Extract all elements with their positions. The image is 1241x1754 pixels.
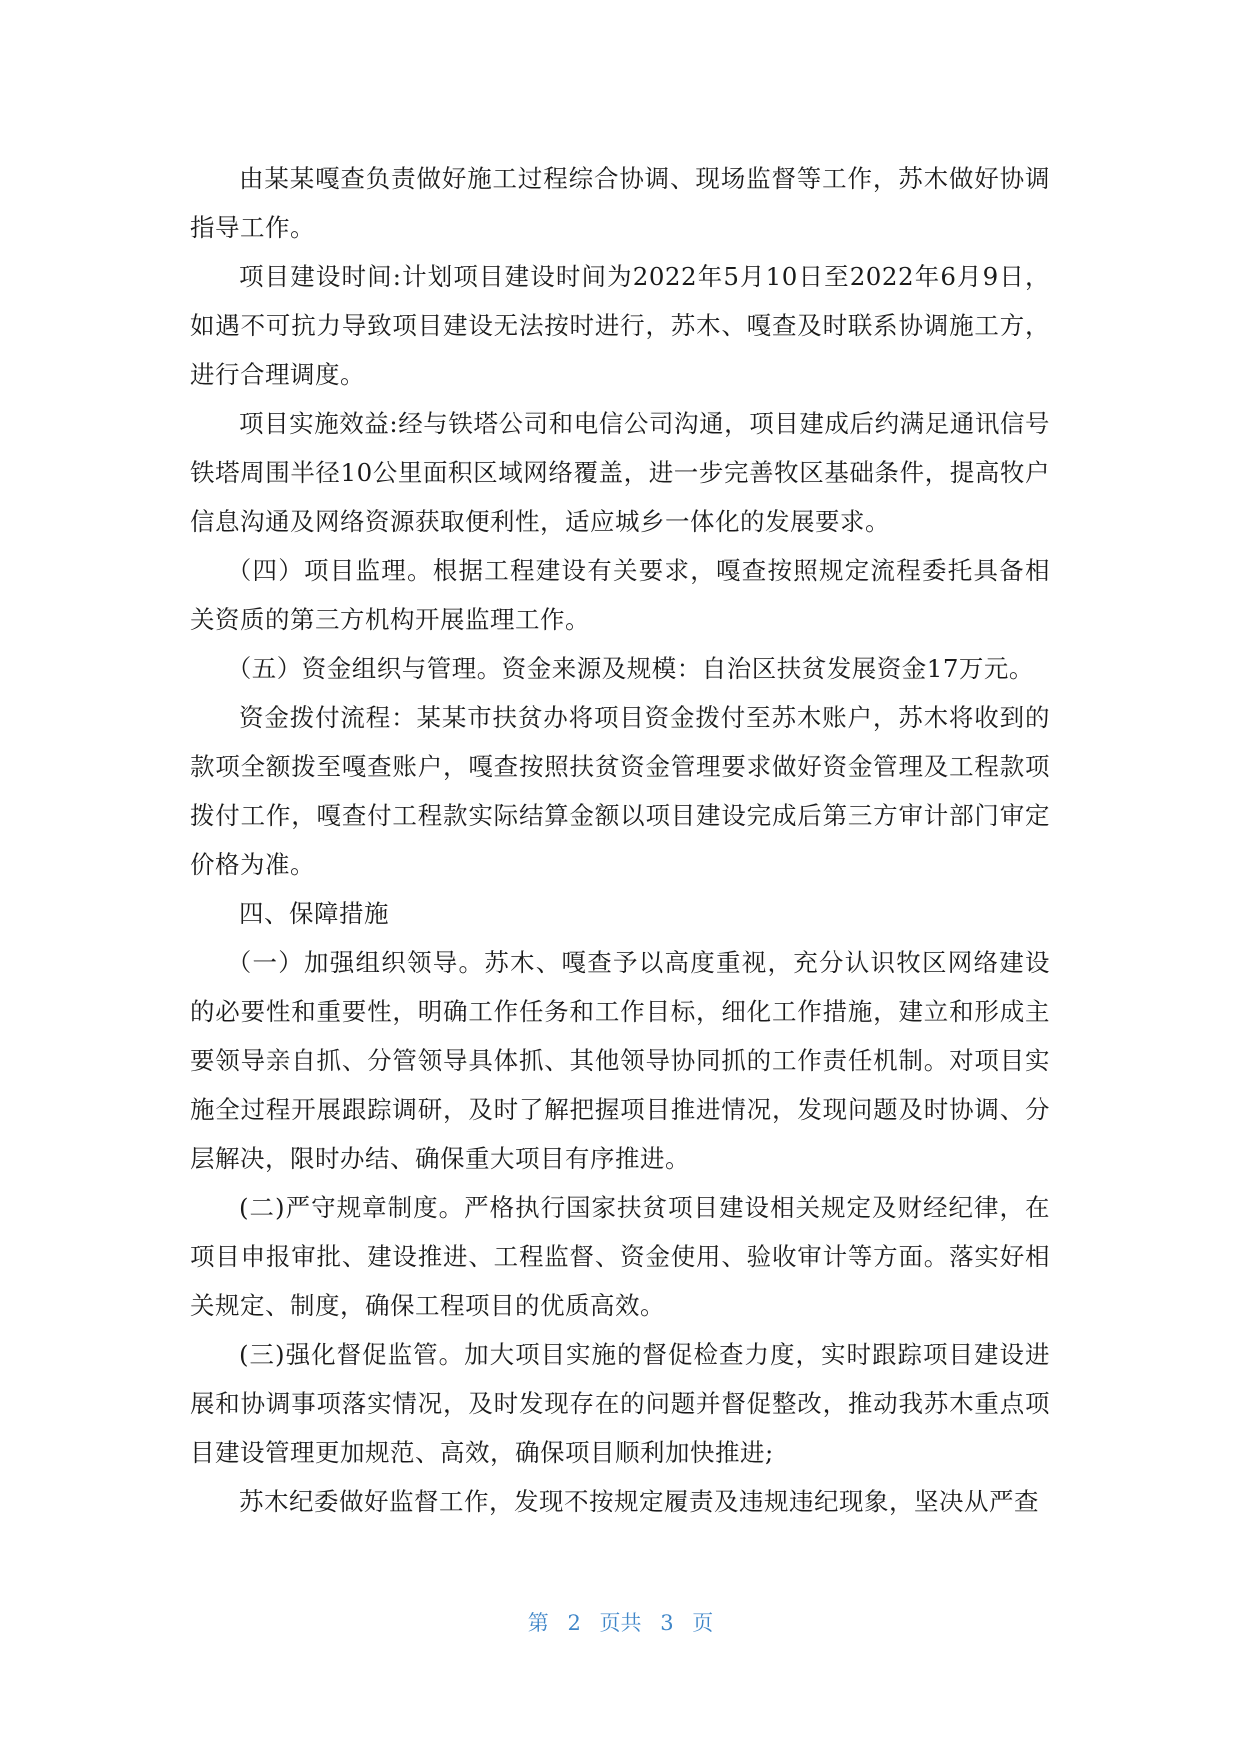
paragraph: 由某某嘎查负责做好施工过程综合协调、现场监督等工作，苏木做好协调指导工作。 [190,164,1050,242]
paragraph: 项目建设时间:计划项目建设时间为2022年5月10日至2022年6月9日，如遇不可抗力导致项目建设无法按时进行，苏木、嘎查及时联系协调施工方，进行合理调度。 [190,262,1050,389]
paragraph: （一）加强组织领导。苏木、嘎查予以高度重视，充分认识牧区网络建设的必要性和重要性，明确工作任务和工作目标，细化工作措施，建立和形成主要领导亲自抓、分管领导具体抓、其他领导协同抓的工作责任机制。对项目实施全过程开展跟踪调研，及时了解把握项目推进情况，发现问题及时协调、分层解决，限时办结、确保重大项目有序推进。 [190,948,1050,1173]
document-body [190,154,1050,1526]
paragraph: （五）资金组织与管理。资金来源及规模：自治区扶贫发展资金17万元。 [226,654,1034,683]
paragraph: (三)强化督促监管。加大项目实施的督促检查力度，实时跟踪项目建设进展和协调事项落实情况，及时发现存在的问题并督促整改，推动我苏木重点项目建设管理更加规范、高效，确保项目顺利加快推进; [190,1340,1050,1467]
footer-label-ye-gong: 页共 [599,1611,642,1635]
paragraph: (二)严守规章制度。严格执行国家扶贫项目建设相关规定及财经纪律，在项目申报审批、建设推进、工程监督、资金使用、验收审计等方面。落实好相关规定、制度，确保工程项目的优质高效。 [190,1193,1050,1320]
paragraph: （四）项目监理。根据工程建设有关要求，嘎查按照规定流程委托具备相关资质的第三方机构开展监理工作。 [190,556,1050,634]
footer-label-di: 第 [527,1611,549,1635]
paragraph: 苏木纪委做好监督工作，发现不按规定履责及违规违纪现象，坚决从严查 [239,1487,1039,1516]
footer-label-ye: 页 [692,1611,714,1635]
paragraph: 资金拨付流程：某某市扶贫办将项目资金拨付至苏木账户，苏木将收到的款项全额拨至嘎查账户，嘎查按照扶贫资金管理要求做好资金管理及工程款项拨付工作，嘎查付工程款实际结算金额以项目建设完成后第三方审计部门审定价格为准。 [190,703,1050,879]
page-footer [0,1607,1241,1637]
footer-current-page: 2 [567,1611,581,1635]
footer-total-pages: 3 [660,1611,674,1635]
paragraph: 项目实施效益:经与铁塔公司和电信公司沟通，项目建成后约满足通讯信号铁塔周围半径10公里面积区域网络覆盖，进一步完善牧区基础条件，提高牧户信息沟通及网络资源获取便利性，适应城乡一体化的发展要求。 [190,409,1050,536]
section-heading: 四、保障措施 [239,899,389,928]
